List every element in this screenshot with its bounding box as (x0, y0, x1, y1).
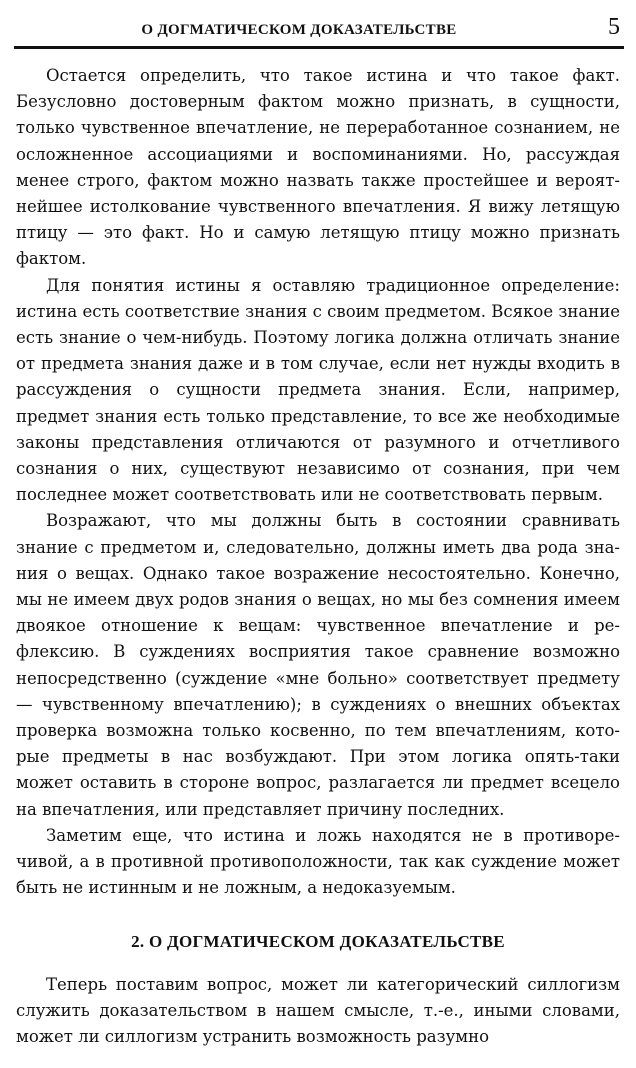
paragraph-section-start: Теперь поставим вопрос, может ли категорический силлогизм служить доказательством в нашем смысле, т.-е., иными словами, может ли силлогизм устранить возможность разумно (16, 974, 620, 1046)
section-heading: 2. О ДОГМАТИЧЕСКОМ ДОКАЗАТЕЛЬСТВЕ (131, 931, 505, 951)
running-title: О ДОГМАТИЧЕСКОМ ДОКАЗАТЕЛЬСТВЕ (141, 22, 457, 38)
body-text (16, 63, 620, 1050)
paragraph-objection: Возражают, что мы должны быть в состоянии сравнивать знание с предметом и, следовательно, должны иметь два рода знания о вещах. Однако такое возражение несостоятельно. Конечно, мы не имеем двух родов знания о вещах, но мы без сомнения имеем двоякое отношение к вещам: чувственное впечатление и рефлексию. В суждениях восприятия такое сравнение возможно непосредственно (суждение «мне больно» соответствует предмету— чувственному впечатлению); в суждениях о внешних объектах проверка возможна только косвенно, по тем впечатлениям, которые предметы в нас возбуждают. При этом логика опять-таки может оставить в стороне вопрос, разлагается ли предмет всецело на впечатления, или представляет причину последних. (16, 511, 620, 819)
paragraph-definition-of-truth: Для понятия истины я оставляю традиционное определение: истина есть соответствие знания с своим предметом. Всякое знание есть знание о чем-нибудь. Поэтому логика должна отличать знание от предмета знания даже и в том случае, если нет нужды входить в рассуждения о сущности предмета знания. Если, например, предмет знания есть только представление, то все же необходимые законы представления отличаются от разумного и отчетливого сознания о них, существуют независимо от сознания, при чем последнее может соответствовать или не соответствовать первым. (16, 275, 620, 505)
paragraph-truth-and-fact: Остается определить, что такое истина и что такое факт. Безусловно достоверным фактом можно признать, в сущности, только чувственное впечатление, не переработанное сознанием, не осложненное ассоциациями и воспоминаниями. Но, рассуждая менее строго, фактом можно назвать также простейшее и вероятнейшее истолкование чувственного впечатления. Я вижу летящую птицу — это факт. Но и самую летящую птицу можно признать фактом. (16, 66, 620, 269)
paragraph-truth-and-falsehood: Заметим еще, что истина и ложь находятся не в противоречивой, а в противной противоположности, так как суждение может быть не истинным и не ложным, а недоказуемым. (16, 825, 620, 898)
page-number: 5 (608, 14, 620, 40)
running-header (14, 10, 624, 49)
